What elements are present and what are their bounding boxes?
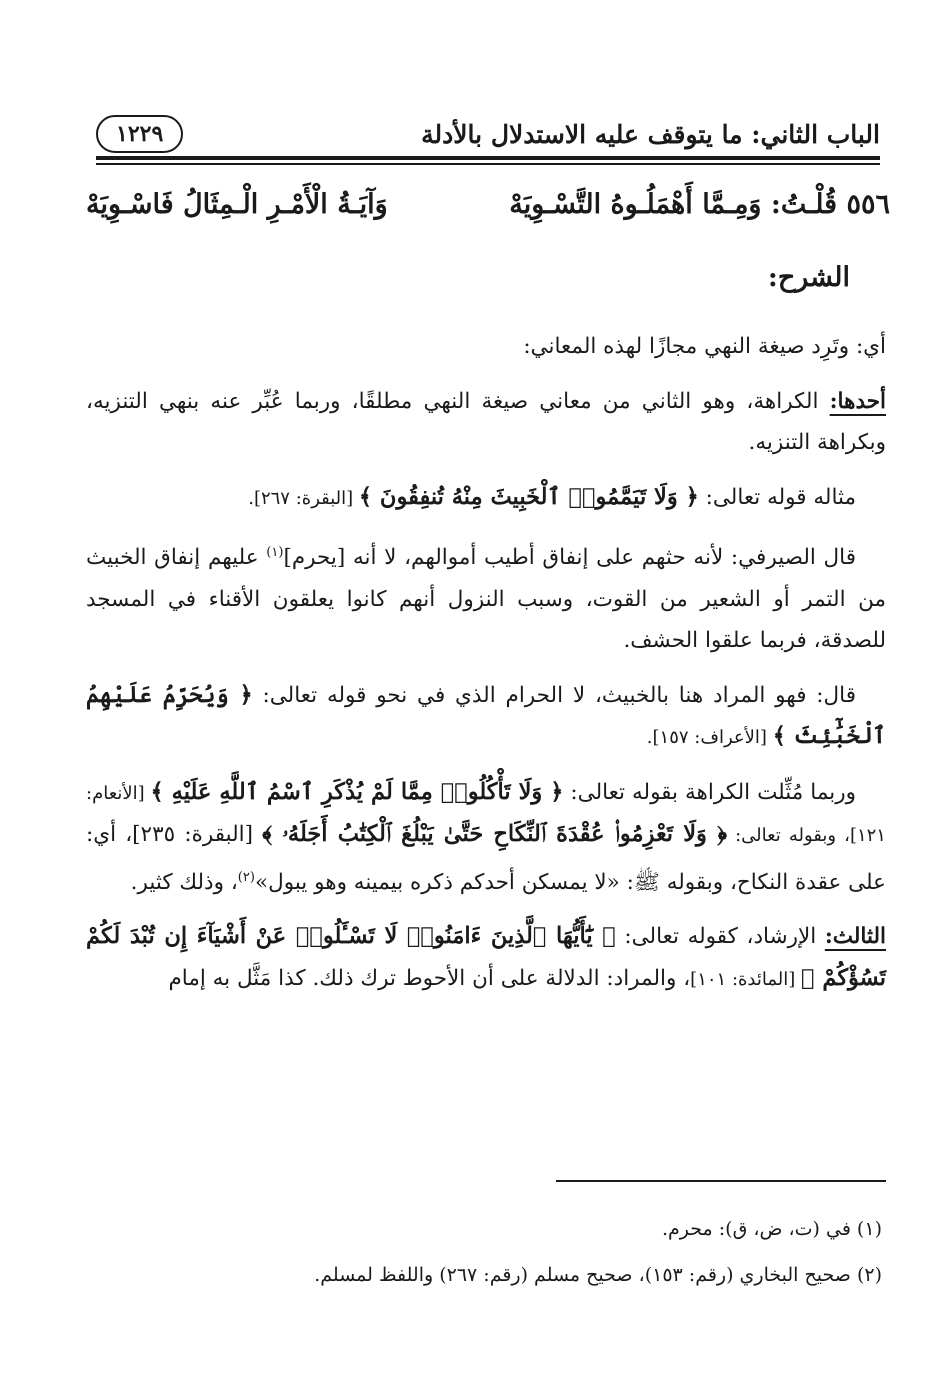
page-number: ١٢٢٩ bbox=[96, 115, 183, 153]
karaha-post: ، وذلك كثير. bbox=[130, 869, 238, 895]
sharh-heading: الشرح: bbox=[767, 262, 850, 293]
example-lead: مثاله قوله تعالى: bbox=[698, 484, 856, 510]
quran-verse-araf-157: ﴿ وَيُحَرِّمُ عَلَيْهِمُ ٱلْخَبَٰٓئِثَ ﴾ bbox=[86, 681, 886, 750]
intro-text: أي: وتَرِد صيغة النهي مجازًا لهذه المعاني: bbox=[523, 334, 886, 359]
paragraph-example bbox=[86, 477, 886, 520]
hadith-text: [البقرة: ٢٣٥]، أي: على عقدة النكاح، وبقوله ﷺ: «لا يمسكن أحدكم ذكره بيمينه وهو يبول» bbox=[86, 822, 886, 895]
sayrafi-post: عليهم إنفاق الخبيث من التمر أو الشعير من القوت، وسبب النزول أنهم كانوا يعلقون الأقناء في المسجد للصدقة، فربما علقوا الحشف. bbox=[86, 545, 886, 654]
khabith-pre: قال: فهو المراد هنا بالخبيث، لا الحرام الذي في نحو قوله تعالى: bbox=[252, 682, 856, 708]
footnote-marker-1[interactable]: (١) bbox=[266, 545, 284, 560]
third-pre: الإرشاد، كقوله تعالى: bbox=[615, 924, 825, 950]
paragraph-khabith bbox=[86, 675, 886, 759]
paragraph-intro bbox=[86, 326, 886, 368]
quran-verse-baqarah-267: ﴿ وَلَا تَيَمَّمُوا۟ ٱلْخَبِيثَ مِنْهُ تُنفِقُونَ ﴾ bbox=[358, 483, 699, 510]
verse-ref-baqarah-267: [البقرة: ٢٦٧]. bbox=[248, 487, 359, 509]
lead-word-first: أحدها: bbox=[829, 388, 886, 414]
quran-verse-maidah-101: ﴿ يَٰٓأَيُّهَا ٱلَّذِينَ ءَامَنُوا۟ لَا تَسْـَٔلُوا۟ عَنْ أَشْيَآءَ إِن تُبْدَ لَكُمْ تَسُؤْكُمْ ﴾ bbox=[86, 923, 886, 991]
karaha-pre: وربما مُثِّلت الكراهة بقوله تعالى: bbox=[563, 779, 856, 805]
sayrafi-pre: قال الصيرفي: لأنه حثهم على إنفاق أطيب أموالهم، لا أنه [يحرم] bbox=[283, 545, 856, 571]
lead-word-third: الثالث: bbox=[824, 924, 886, 950]
verse-first-hemistich: ٥٥٦ قُلْـتُ: وَمِـمَّا أَهْمَلُـوهُ التَّسْـوِيَهْ bbox=[509, 188, 890, 220]
verse-ref-araf-157: [الأعراف: ١٥٧]. bbox=[646, 727, 773, 749]
quran-verse-anam-121: ﴿ وَلَا تَأْكُلُوا۟ مِمَّا لَمْ يُذْكَرِ ٱسْمُ ٱللَّهِ عَلَيْهِ ﴾ bbox=[150, 778, 564, 805]
header-rule-thick bbox=[96, 156, 880, 160]
footnote-marker-2[interactable]: (٢) bbox=[237, 869, 255, 885]
first-meaning-text: الكراهة، وهو الثاني من معاني صيغة النهي مطلقًا، وربما عُبِّر عنه بنهي التنزيه، وبكراهة التنزيه. bbox=[86, 388, 886, 455]
verse-second-hemistich: وَآيَـةُ الْأَمْـرِ الْـمِثَالُ فَاسْـوِيَهْ bbox=[86, 188, 388, 220]
commentary-body bbox=[86, 326, 886, 1013]
chapter-title: الباب الثاني: ما يتوقف عليه الاستدلال بالأدلة bbox=[421, 119, 880, 149]
paragraph-karaha-examples bbox=[86, 772, 886, 904]
paragraph-third-meaning bbox=[86, 916, 886, 1000]
footnote-separator bbox=[556, 1180, 886, 1182]
footnotes bbox=[86, 1212, 882, 1304]
running-head bbox=[96, 112, 880, 156]
footnote-1: (١) في (ت، ض، ق): محرم. bbox=[662, 1218, 882, 1240]
verse-ref-maidah-101: [المائدة: ١٠١] bbox=[690, 968, 802, 990]
paragraph-first-meaning bbox=[86, 381, 886, 464]
quran-verse-baqarah-235: ﴿ وَلَا تَعْزِمُوا۟ عُقْدَةَ ٱلنِّكَاحِ حَتَّىٰ يَبْلُغَ ٱلْكِتَٰبُ أَجَلَهُۥ ﴾ bbox=[262, 821, 728, 848]
header-rule-thin bbox=[96, 163, 880, 165]
footnote-2: (٢) صحيح البخاري (رقم: ١٥٣)، صحيح مسلم (رقم: ٢٦٧) واللفظ لمسلم. bbox=[314, 1264, 882, 1286]
third-post: ، والمراد: الدلالة على أن الأحوط ترك ذلك. كذا مَثَّل به إمام bbox=[168, 965, 691, 991]
paragraph-sayrafi bbox=[86, 532, 886, 662]
verse-line bbox=[86, 178, 890, 230]
verse-ref-anam-121: [الأنعام: ١٢١]، وبقوله تعالى: bbox=[86, 782, 886, 847]
